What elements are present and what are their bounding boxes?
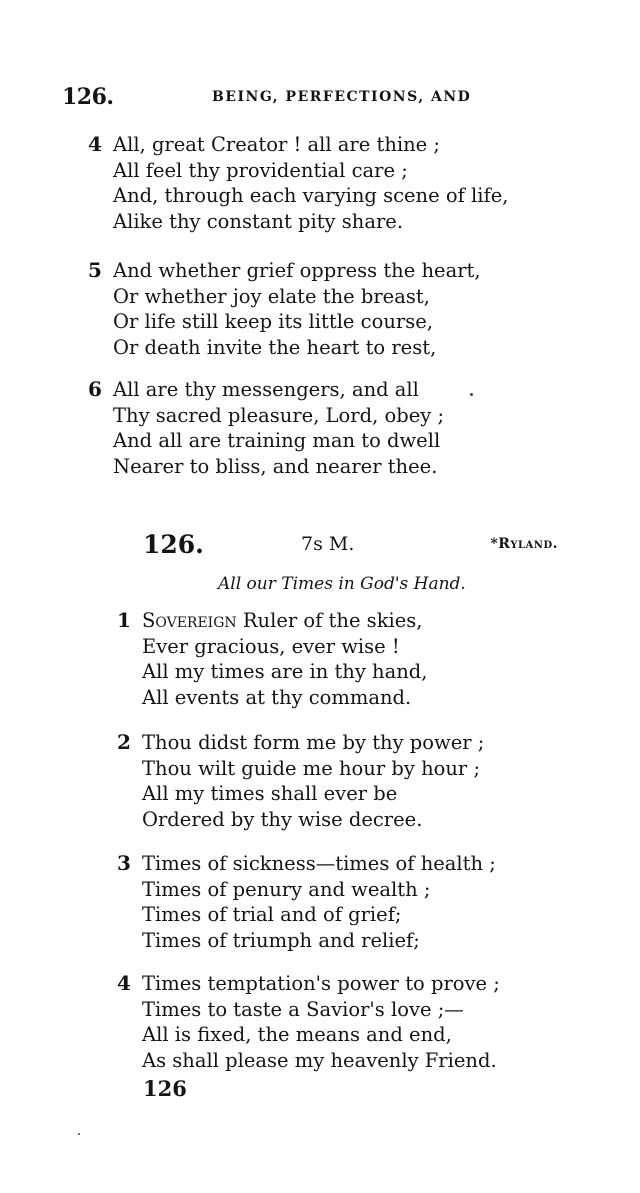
verse-line: Or life still keep its little course,: [113, 310, 433, 333]
previous-hymn-stanza: [88, 258, 481, 360]
verse-line: And, through each varying scene of life,: [113, 184, 509, 207]
hymn-stanza: [117, 730, 484, 832]
print-speck: [78, 1133, 80, 1135]
verse-line: Times to taste a Savior's love ;—: [142, 997, 464, 1021]
verse-line: All events at thy command.: [142, 685, 412, 709]
stanza-number: 4: [88, 132, 102, 156]
stanza-number: 5: [88, 258, 102, 282]
verse-line: Alike thy constant pity share.: [113, 209, 404, 233]
previous-hymn-stanza: [88, 132, 508, 234]
verse-line: Or whether joy elate the breast,: [113, 284, 430, 308]
verse-line: All my times shall ever be: [142, 782, 398, 805]
verse-line: Ever gracious, ever wise !: [142, 634, 400, 658]
stanza-number: 3: [117, 851, 131, 875]
verse-line: Or death invite the heart to rest,: [113, 335, 437, 359]
verse-line: Ordered by thy wise decree.: [142, 807, 423, 831]
verse-line: And all are training man to dwell: [113, 429, 441, 452]
verse-line: Times of trial and of grief;: [142, 903, 402, 926]
hymn-meter: 7s M.: [301, 533, 355, 555]
verse-line: All is fixed, the means and end,: [142, 1023, 452, 1046]
verse-line: All are thy messengers, and all: [113, 378, 419, 401]
stanza-number: 4: [117, 971, 131, 995]
verse-line: Thy sacred pleasure, Lord, obey ;: [113, 403, 445, 427]
verse-line: [117, 608, 427, 634]
hymn-stanza: [117, 608, 427, 710]
signature-mark: 126: [143, 1076, 187, 1101]
print-speck: [470, 393, 473, 396]
stanza-number: 1: [117, 608, 131, 632]
stanza-number: 2: [117, 730, 131, 754]
running-head: [62, 84, 482, 114]
verse-line: And whether grief oppress the heart,: [113, 259, 481, 282]
hymn-header: [143, 530, 558, 562]
verse-line: As shall please my heavenly Friend.: [142, 1048, 497, 1072]
verse-line: Times of sickness—times of health ;: [142, 852, 496, 875]
verse-line: All my times are in thy hand,: [142, 660, 428, 683]
verse-line: Thou wilt guide me hour by hour ;: [142, 756, 481, 780]
verse-line: All, great Creator ! all are thine ;: [113, 133, 440, 156]
hymn-subtitle: All our Times in God's Hand.: [218, 574, 466, 594]
hymn-stanza: [117, 851, 496, 953]
previous-hymn-stanza: [88, 377, 444, 479]
verse-line: Times temptation's power to prove ;: [142, 972, 500, 995]
page-number: 126.: [62, 84, 114, 110]
verse-line: All feel thy providential care ;: [113, 158, 408, 182]
hymn-author: *Ryland.: [490, 536, 558, 552]
first-line-rest: Ruler of the skies,: [236, 609, 423, 632]
hymn-stanza: [117, 971, 500, 1073]
verse-line: Times of triumph and relief;: [142, 928, 420, 952]
verse-line: Thou didst form me by thy power ;: [142, 731, 485, 754]
hymn-number: 126.: [143, 530, 204, 559]
running-head-title: BEING, PERFECTIONS, AND: [212, 89, 472, 105]
verse-line: Nearer to bliss, and nearer thee.: [113, 454, 438, 478]
verse-line: Times of penury and wealth ;: [142, 877, 431, 901]
stanza-number: 6: [88, 377, 102, 401]
first-word-small-caps: Sovereign: [142, 609, 237, 632]
